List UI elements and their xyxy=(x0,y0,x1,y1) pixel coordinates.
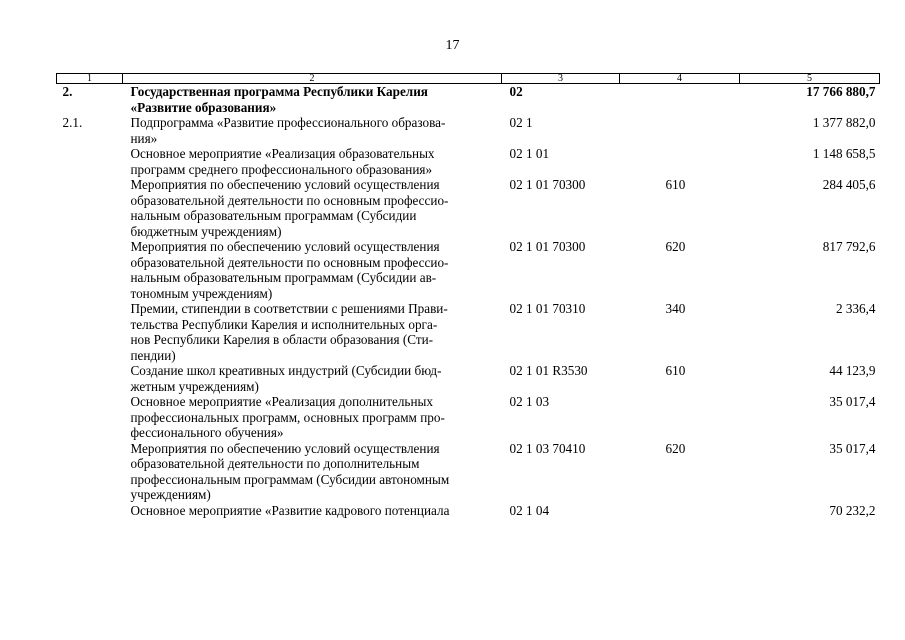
expense-type: 610 xyxy=(665,177,686,192)
table-row xyxy=(57,394,880,441)
row-name: Создание школ креативных индустрий (Субсидии бюд- жетным учреждениям) xyxy=(130,363,442,394)
table-header xyxy=(57,74,880,84)
amount: 284 405,6 xyxy=(822,177,876,192)
page-number: 17 xyxy=(445,38,460,53)
table-row xyxy=(57,115,880,146)
expense-type xyxy=(620,146,740,177)
row-number xyxy=(57,239,123,301)
budget-code: 02 1 01 70300 xyxy=(509,177,586,192)
table-row xyxy=(57,441,880,503)
amount: 35 017,4 xyxy=(829,440,876,456)
budget-code: 02 1 04 xyxy=(509,502,550,518)
amount: 1 377 882,0 xyxy=(812,115,876,130)
column-header-3: 3 xyxy=(502,74,620,84)
table-row xyxy=(57,239,880,301)
amount: 70 232,2 xyxy=(829,502,876,518)
budget-code: 02 1 01 xyxy=(509,146,550,161)
row-name: Основное мероприятие «Реализация дополнительных профессиональных программ, основных программ про- фессионального обучения» xyxy=(130,394,445,440)
expense-type: 620 xyxy=(665,239,686,254)
row-number xyxy=(57,503,123,519)
amount: 817 792,6 xyxy=(822,239,876,254)
row-number xyxy=(57,301,123,363)
table-body xyxy=(57,84,880,519)
budget-code: 02 1 01 70310 xyxy=(509,301,586,316)
row-number xyxy=(57,394,123,441)
budget-code: 02 1 01 70300 xyxy=(509,239,586,254)
budget-code: 02 xyxy=(509,84,523,99)
row-number: 2.1. xyxy=(62,115,83,130)
row-name: Премии, стипендии в соответствии с решениями Прави- тельства Республики Карелия и исполнительных орга- нов Республики Карелия в области образования (Сти- пендии) xyxy=(130,301,448,363)
header-row xyxy=(57,74,880,84)
expense-type xyxy=(620,503,740,519)
amount: 2 336,4 xyxy=(835,301,876,316)
budget-code: 02 1 03 70410 xyxy=(509,440,586,456)
budget-code: 02 1 xyxy=(509,115,533,130)
column-header-2: 2 xyxy=(123,74,502,84)
expense-type xyxy=(620,84,740,116)
column-header-4: 4 xyxy=(620,74,740,84)
budget-code: 02 1 01 R3530 xyxy=(509,363,588,378)
table-row xyxy=(57,503,880,519)
table-row xyxy=(57,84,880,116)
expense-type: 610 xyxy=(665,363,686,378)
row-name: Основное мероприятие «Развитие кадрового потенциала xyxy=(130,502,450,518)
row-name: Мероприятия по обеспечению условий осуществления образовательной деятельности по основным профессио- нальным образовательным программам (Субсидии ав- тономным учреждениям) xyxy=(130,239,449,301)
table-row xyxy=(57,177,880,239)
column-header-5: 5 xyxy=(740,74,880,84)
row-number xyxy=(57,146,123,177)
table-row xyxy=(57,146,880,177)
row-number xyxy=(57,441,123,503)
table-row xyxy=(57,301,880,363)
row-number: 2. xyxy=(62,84,73,99)
column-header-1: 1 xyxy=(57,74,123,84)
row-name: Подпрограмма «Развитие профессионального образова- ния» xyxy=(130,115,446,146)
row-name: Мероприятия по обеспечению условий осуществления образовательной деятельности по дополнительным профессиональным программам (Субсидии автономным учреждениям) xyxy=(130,440,450,502)
row-name: Государственная программа Республики Карелия «Развитие образования» xyxy=(130,84,428,115)
expense-type: 620 xyxy=(665,440,686,456)
expense-type xyxy=(620,115,740,146)
row-number xyxy=(57,177,123,239)
budget-code: 02 1 03 xyxy=(509,394,550,409)
amount: 1 148 658,5 xyxy=(812,146,876,161)
amount: 35 017,4 xyxy=(829,394,876,409)
expense-type xyxy=(620,394,740,441)
row-number xyxy=(57,363,123,394)
amount: 17 766 880,7 xyxy=(806,84,876,99)
amount: 44 123,9 xyxy=(829,363,876,378)
expense-type: 340 xyxy=(665,301,686,316)
row-name: Основное мероприятие «Реализация образовательных программ среднего профессионального образования» xyxy=(130,146,435,177)
budget-table xyxy=(56,73,880,518)
row-name: Мероприятия по обеспечению условий осуществления образовательной деятельности по основным профессио- нальным образовательным программам (Субсидии бюджетным учреждениям) xyxy=(130,177,449,239)
table-row xyxy=(57,363,880,394)
